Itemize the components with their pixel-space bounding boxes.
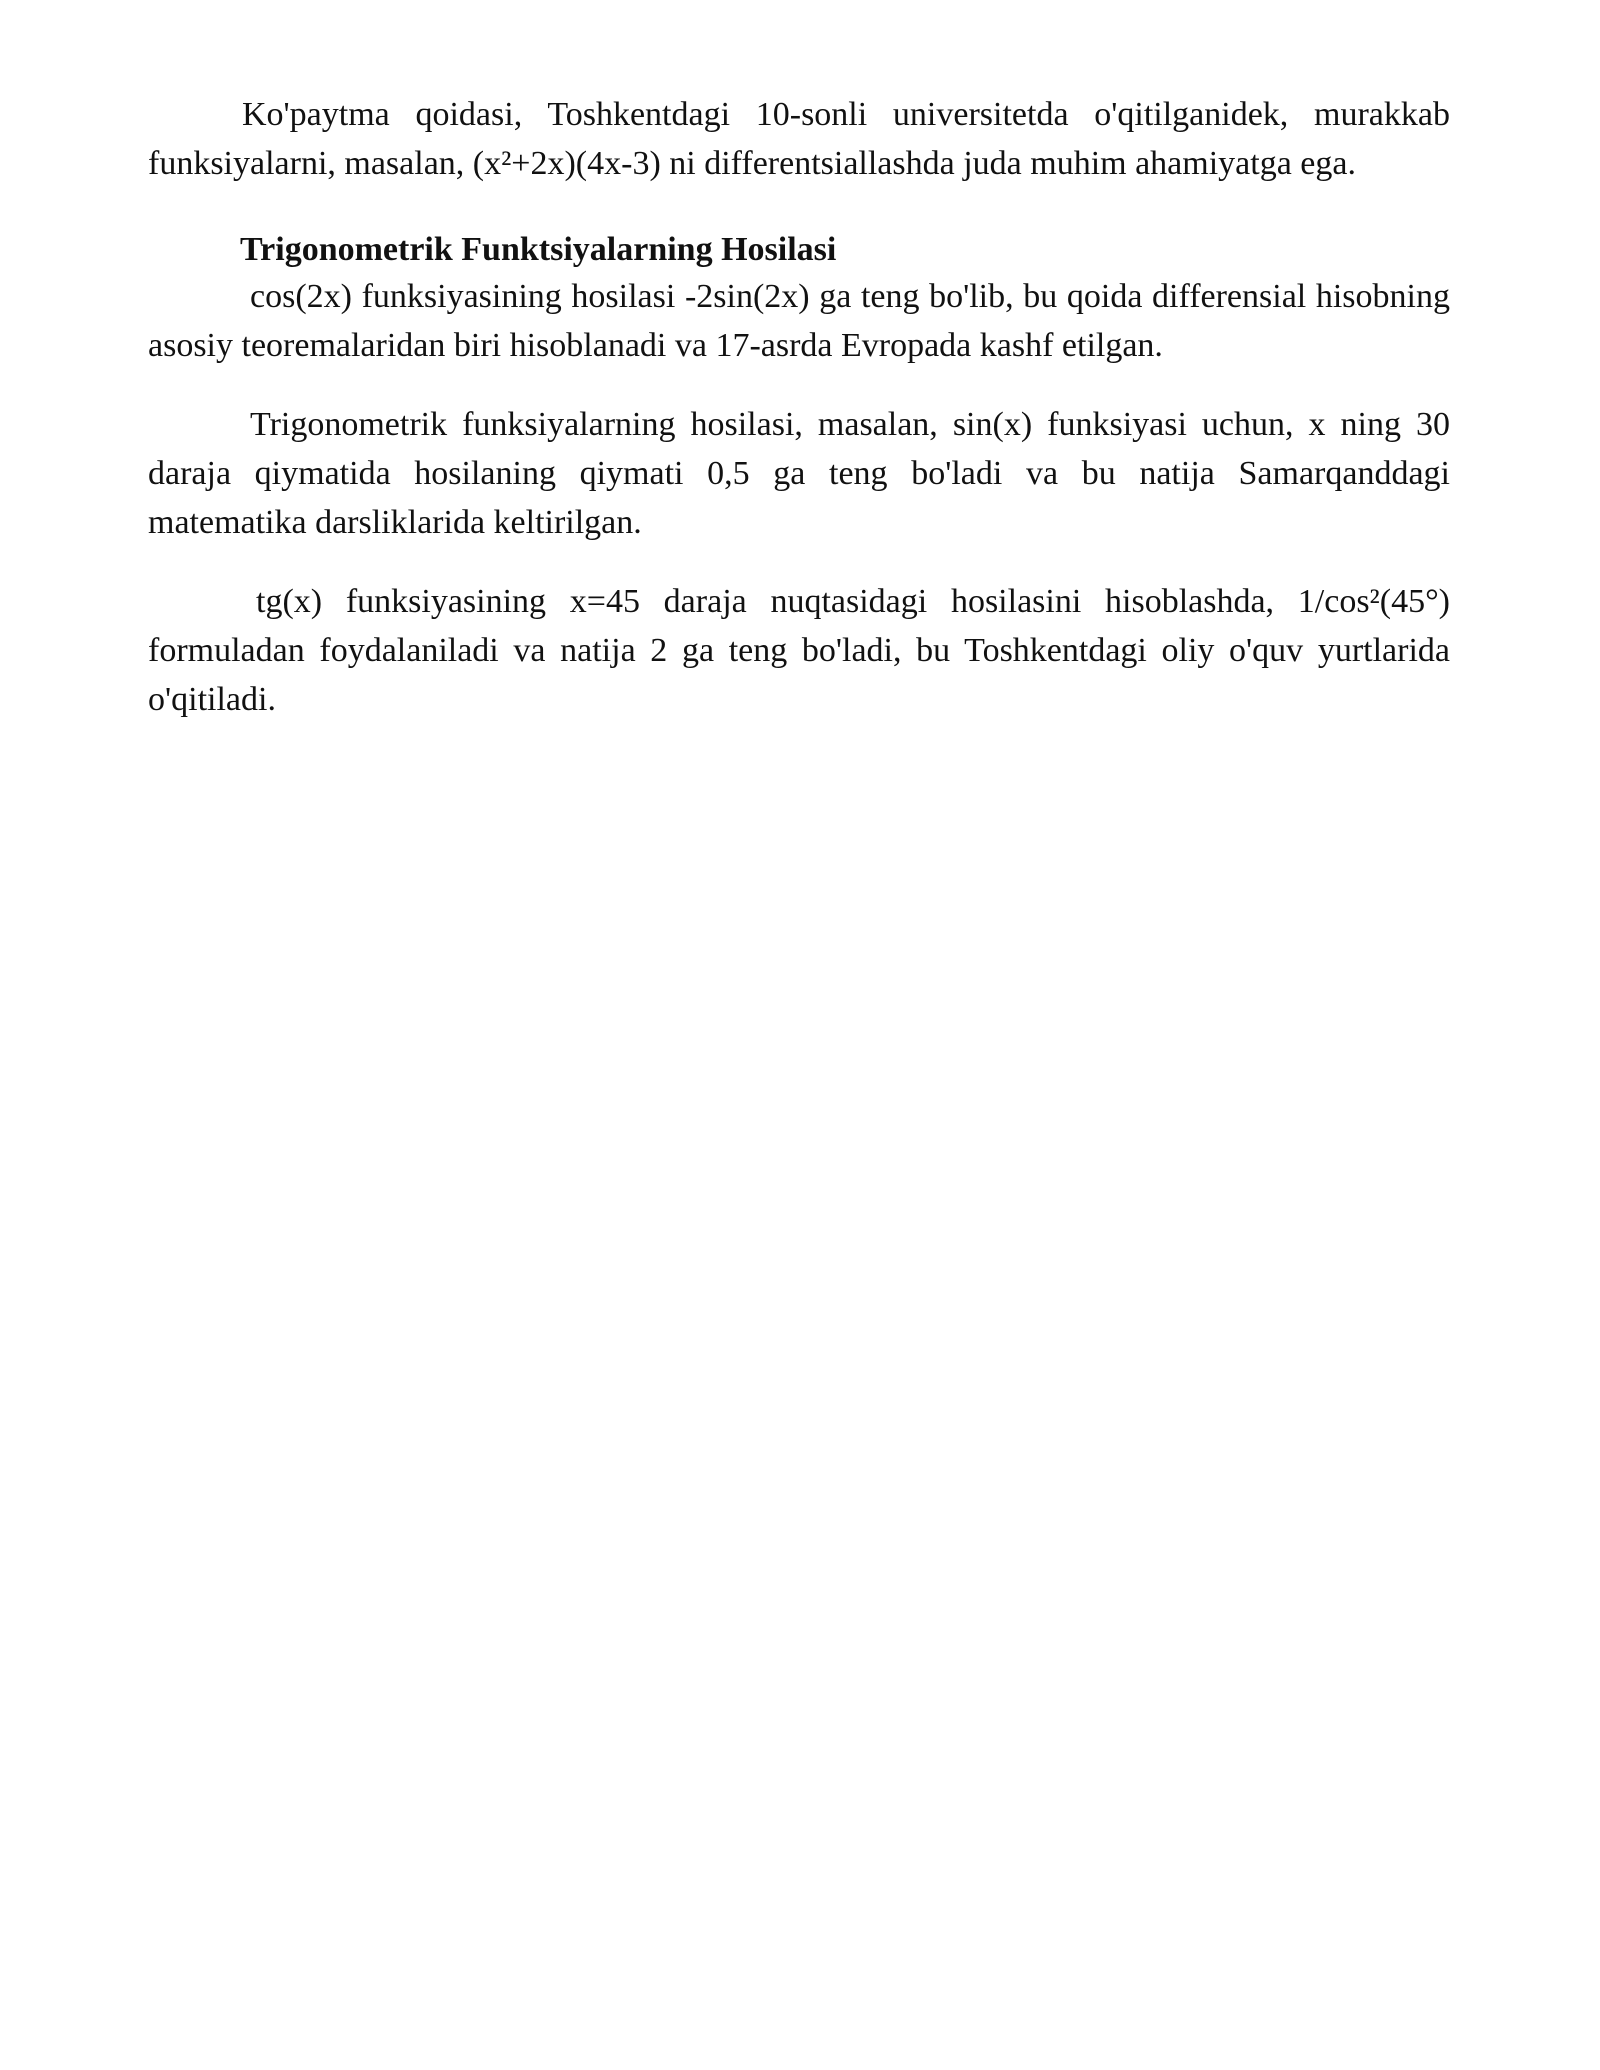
paragraph-tg-derivative: tg(x) funksiyasining x=45 daraja nuqtasidagi hosilasini hisoblashda, 1/cos²(45°) formuladan foydalaniladi va natija 2 ga teng bo'ladi, bu Toshkentdagi oliy o'quv yurtlarida o'qitiladi. — [148, 583, 1450, 718]
paragraph-sin-derivative: Trigonometrik funksiyalarning hosilasi, masalan, sin(x) funksiyasi uchun, x ning 30 daraja qiymatida hosilaning qiymati 0,5 ga teng bo'ladi va bu natija Samarqanddagi matematika darsliklarida keltirilgan. — [148, 406, 1450, 541]
section-heading: Trigonometrik Funktsiyalarning Hosilasi — [240, 231, 837, 268]
paragraph-cos-derivative: cos(2x) funksiyasining hosilasi -2sin(2x) ga teng bo'lib, bu qoida differensial hisobning asosiy teoremalaridan biri hisoblanadi va 17-asrda Evropada kashf etilgan. — [148, 278, 1450, 364]
document-body — [148, 90, 1450, 724]
paragraph-product-rule: Ko'paytma qoidasi, Toshkentdagi 10-sonli universitetda o'qitilganidek, murakkab funksiyalarni, masalan, (x²+2x)(4x-3) ni differentsiallashda juda muhim ahamiyatga ega. — [148, 96, 1450, 182]
